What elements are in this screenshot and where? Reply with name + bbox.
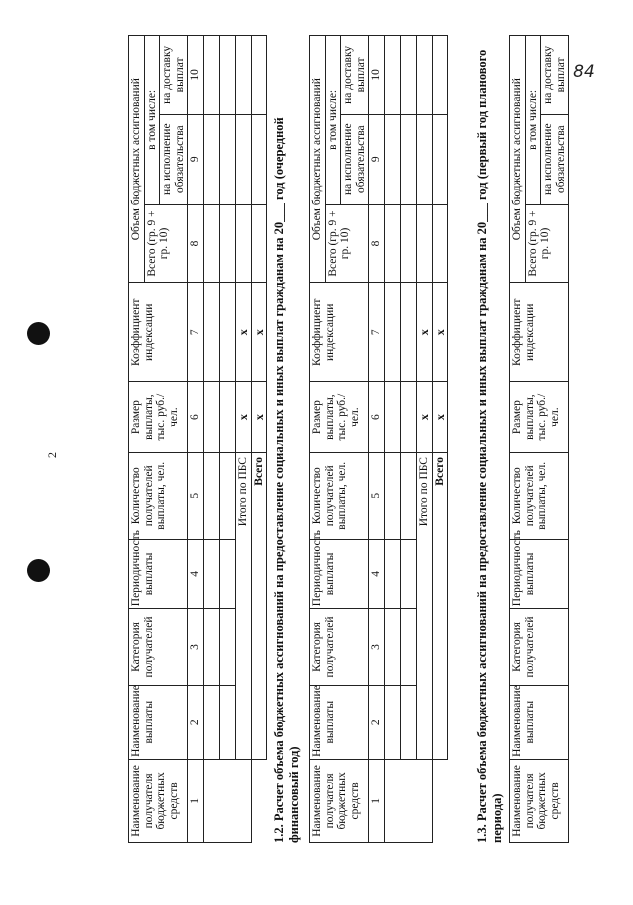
table-row xyxy=(204,36,220,843)
column-number: 9 xyxy=(369,114,385,204)
header-obligation: на исполнение обязательства xyxy=(541,114,569,204)
total-row xyxy=(432,36,448,843)
header-size: Размер выплаты, тыс. руб./чел. xyxy=(129,382,188,453)
table-cell xyxy=(385,685,401,759)
column-number: 8 xyxy=(369,204,385,283)
section-1-3-heading: 1.3. Расчет объема бюджетных ассигнований на предоставление социальных и иных выплат гражданам на 20___ год (первый год планового периода) xyxy=(475,49,504,843)
header-total: Всего (гр. 9 + гр. 10) xyxy=(144,204,188,283)
table-cell xyxy=(204,453,220,540)
header-volume-group: Объем бюджетных ассигнований xyxy=(310,36,326,283)
header-coefficient: Коэффициент индексации xyxy=(510,283,569,382)
table-cell xyxy=(204,759,252,842)
section-1-2-heading: 1.2. Расчет объема бюджетных ассигнований на предоставление социальных и иных выплат гражданам на 20___ год (очередной финансовый год) xyxy=(272,117,301,843)
x-mark: х xyxy=(251,283,267,382)
x-mark: х xyxy=(417,382,433,453)
column-number: 7 xyxy=(188,283,204,382)
header-size: Размер выплаты, тыс. руб./чел. xyxy=(510,382,569,453)
table-cell xyxy=(417,36,433,115)
table-cell xyxy=(401,609,417,685)
header-payment-name: Наименование выплаты xyxy=(310,685,369,759)
header-including: в том числе: xyxy=(144,36,160,205)
header-coefficient: Коэффициент индексации xyxy=(310,283,369,382)
header-payment-name: Наименование выплаты xyxy=(510,685,569,759)
header-coefficient: Коэффициент индексации xyxy=(129,283,188,382)
column-number-row xyxy=(369,36,385,843)
table-cell xyxy=(432,36,448,115)
table-cell xyxy=(401,36,417,115)
header-including: в том числе: xyxy=(525,36,541,205)
header-volume-group: Объем бюджетных ассигнований xyxy=(129,36,145,283)
header-quantity: Количество получателей выплаты, чел. xyxy=(510,453,569,540)
page-number: 2 xyxy=(45,452,59,458)
subtotal-row xyxy=(236,36,252,843)
table-cell xyxy=(220,114,236,204)
header-total: Всего (гр. 9 + гр. 10) xyxy=(525,204,569,283)
table-cell xyxy=(220,609,236,685)
table-cell xyxy=(401,382,417,453)
column-number: 10 xyxy=(188,36,204,115)
table-cell xyxy=(385,36,401,115)
table-cell xyxy=(401,453,417,540)
table-section-1-2 xyxy=(309,35,448,843)
header-category: Категория получателей xyxy=(510,609,569,685)
x-mark: х xyxy=(236,283,252,382)
header-recipient: Наименование получателя бюджетных средств xyxy=(310,759,369,842)
table-cell xyxy=(204,204,220,283)
table-cell xyxy=(204,283,220,382)
table-cell xyxy=(220,685,236,759)
table-cell xyxy=(385,609,401,685)
table-cell xyxy=(204,36,220,115)
column-number: 8 xyxy=(188,204,204,283)
x-mark: х xyxy=(236,382,252,453)
table-cell xyxy=(432,204,448,283)
table-cell xyxy=(417,204,433,283)
column-number: 10 xyxy=(369,36,385,115)
table-cell xyxy=(251,204,267,283)
table-cell xyxy=(417,114,433,204)
subtotal-row xyxy=(417,36,433,843)
total-label: Всего xyxy=(251,453,267,760)
table-cell xyxy=(401,539,417,609)
column-number: 3 xyxy=(188,609,204,685)
table-cell xyxy=(220,539,236,609)
header-delivery: на доставку выплат xyxy=(541,36,569,115)
column-number: 5 xyxy=(188,453,204,540)
table-cell xyxy=(220,283,236,382)
table-cell xyxy=(385,114,401,204)
header-recipient: Наименование получателя бюджетных средств xyxy=(129,759,188,842)
table-1-2 xyxy=(309,35,448,843)
column-number: 1 xyxy=(369,759,385,842)
table-cell xyxy=(385,283,401,382)
table-cell xyxy=(385,453,401,540)
column-number: 7 xyxy=(369,283,385,382)
column-number-row xyxy=(188,36,204,843)
table-cell xyxy=(220,382,236,453)
header-delivery: на доставку выплат xyxy=(341,36,369,115)
table-cell xyxy=(204,539,220,609)
table-section-1-1 xyxy=(128,35,267,843)
handwritten-page-number: 84 xyxy=(573,62,595,83)
table-cell xyxy=(401,283,417,382)
header-periodicity: Периодичность выплаты xyxy=(129,539,188,609)
column-number: 3 xyxy=(369,609,385,685)
header-total: Всего (гр. 9 + гр. 10) xyxy=(325,204,369,283)
table-cell xyxy=(385,204,401,283)
header-obligation: на исполнение обязательства xyxy=(341,114,369,204)
column-number: 2 xyxy=(369,685,385,759)
total-label: Всего xyxy=(432,453,448,760)
x-mark: х xyxy=(432,382,448,453)
table-cell xyxy=(401,114,417,204)
table-cell xyxy=(401,685,417,759)
subtotal-label: Итого по ПБС xyxy=(236,453,252,760)
header-quantity: Количество получателей выплаты, чел. xyxy=(129,453,188,540)
column-number: 9 xyxy=(188,114,204,204)
header-size: Размер выплаты, тыс. руб./чел. xyxy=(310,382,369,453)
column-number: 5 xyxy=(369,453,385,540)
table-row xyxy=(220,36,236,843)
table-cell xyxy=(204,114,220,204)
table-section-1-3 xyxy=(509,35,569,843)
header-payment-name: Наименование выплаты xyxy=(129,685,188,759)
header-category: Категория получателей xyxy=(129,609,188,685)
column-number: 2 xyxy=(188,685,204,759)
column-number: 4 xyxy=(369,539,385,609)
table-1-1 xyxy=(128,35,267,843)
column-number: 6 xyxy=(188,382,204,453)
x-mark: х xyxy=(251,382,267,453)
column-number: 4 xyxy=(188,539,204,609)
table-cell xyxy=(204,609,220,685)
table-1-3 xyxy=(509,35,569,843)
column-number: 1 xyxy=(188,759,204,842)
table-cell xyxy=(236,114,252,204)
table-cell xyxy=(204,382,220,453)
table-cell xyxy=(204,685,220,759)
header-recipient: Наименование получателя бюджетных средств xyxy=(510,759,569,842)
header-periodicity: Периодичность выплаты xyxy=(510,539,569,609)
table-cell xyxy=(236,204,252,283)
table-cell xyxy=(385,759,433,842)
header-obligation: на исполнение обязательства xyxy=(160,114,188,204)
table-row xyxy=(401,36,417,843)
table-cell xyxy=(251,36,267,115)
table-cell xyxy=(385,539,401,609)
x-mark: х xyxy=(432,283,448,382)
column-number: 6 xyxy=(369,382,385,453)
header-category: Категория получателей xyxy=(310,609,369,685)
total-row xyxy=(251,36,267,843)
header-delivery: на доставку выплат xyxy=(160,36,188,115)
header-quantity: Количество получателей выплаты, чел. xyxy=(310,453,369,540)
header-periodicity: Периодичность выплаты xyxy=(310,539,369,609)
subtotal-label: Итого по ПБС xyxy=(417,453,433,760)
table-row xyxy=(385,36,401,843)
header-including: в том числе: xyxy=(325,36,341,205)
header-volume-group: Объем бюджетных ассигнований xyxy=(510,36,526,283)
table-cell xyxy=(401,204,417,283)
table-cell xyxy=(236,36,252,115)
table-cell xyxy=(432,114,448,204)
table-cell xyxy=(220,204,236,283)
x-mark: х xyxy=(417,283,433,382)
table-cell xyxy=(251,114,267,204)
table-cell xyxy=(220,36,236,115)
table-cell xyxy=(220,453,236,540)
table-cell xyxy=(385,382,401,453)
